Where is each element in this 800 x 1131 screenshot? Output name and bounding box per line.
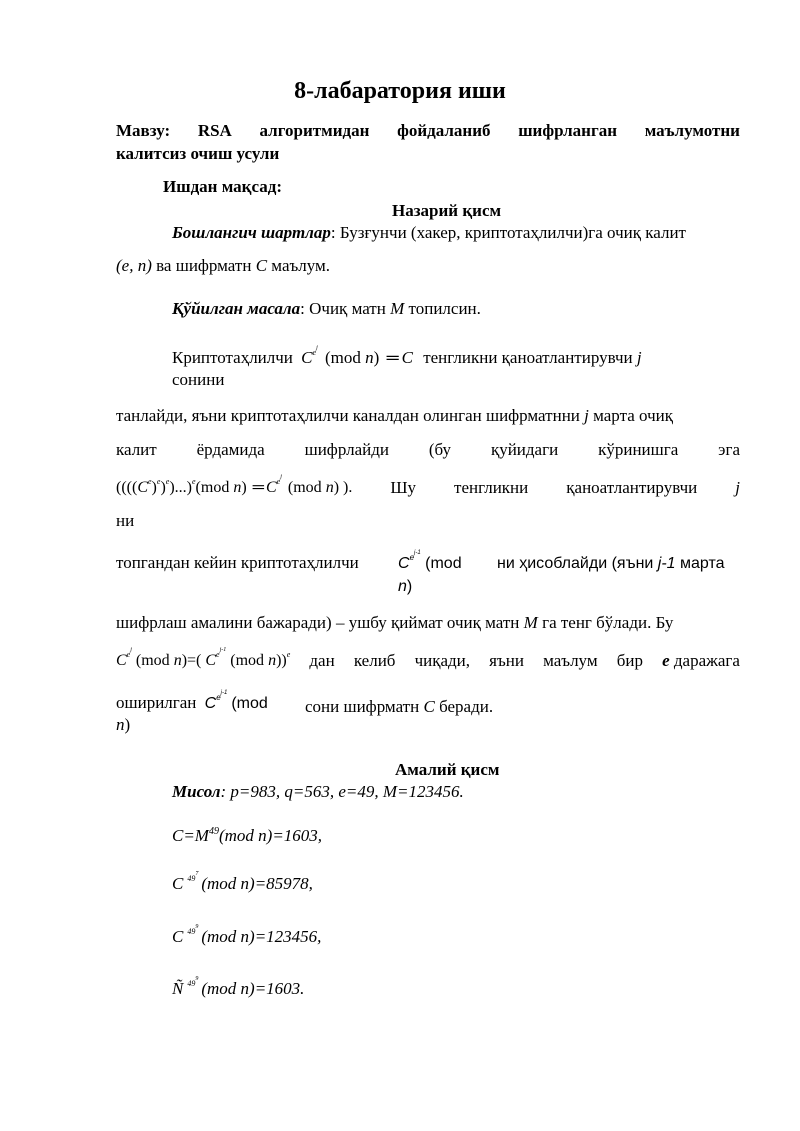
formula-c: C (137, 479, 148, 496)
para3-formula: $C^{ej}(mod$ n)=( $C^{ej-1}(mod$ n))$^e$ (116, 647, 291, 669)
formula-exp-e: e (126, 650, 131, 659)
initial-conditions-label: Бошлангич шартлар (172, 223, 331, 242)
formula-exp-e: e (409, 553, 415, 562)
text: маълум. (267, 256, 331, 275)
formula-exp: 49 (187, 927, 196, 936)
para3-line-3a: оширилган $C^{ej-1}(mod$ (116, 690, 268, 712)
goal-label: Ишдан мақсад: (163, 177, 282, 196)
formula-exp2: 9 (195, 924, 199, 930)
formula-c: C (398, 555, 410, 572)
formula-tail: ). (343, 479, 353, 496)
para2-text-2 (497, 553, 725, 575)
formula-mod: (mod (287, 479, 326, 496)
formula-open: (((( (116, 479, 138, 496)
formula-close: ) (241, 479, 247, 496)
para1-line-4: ни (116, 511, 135, 530)
formula-n: n (116, 715, 125, 734)
topic-line-2: калитсиз очиш усули (116, 144, 280, 163)
formula-text: (mod n)=1603. (201, 979, 305, 998)
example-values: : p=983, q=563, e=49, M=123456. (220, 782, 464, 801)
variable-j: j (584, 406, 589, 425)
formula-mid: )...) (169, 479, 192, 496)
formula-mod: (mod (231, 695, 268, 712)
word: шифрлайди (304, 440, 389, 459)
word: кўринишга (598, 440, 679, 459)
text: ва шифрматн (151, 256, 256, 275)
word: бир (616, 651, 643, 670)
formula-n: n (173, 652, 182, 669)
theory-heading: Назарий қисм (392, 201, 502, 220)
topic-word: маълумотни (644, 121, 740, 140)
analyst-line-2: сонини (172, 370, 225, 389)
word: тенгликни (454, 478, 529, 497)
exponent-e: e (662, 651, 670, 670)
formula-exp: 49 (187, 979, 196, 988)
topic-word: Мавзу: (116, 121, 171, 140)
problem-label: Қўйилган масала (172, 299, 301, 318)
word: калит (116, 440, 157, 459)
formula-n: n (268, 652, 277, 669)
text: Криптотаҳлилчи (172, 348, 293, 367)
ciphertext-symbol: C (423, 697, 435, 716)
word: қуйидаги (490, 440, 559, 459)
formula-mod: (mod (425, 555, 462, 572)
formula-exp-e: e (191, 477, 196, 486)
word: қаноатлантирувчи (566, 478, 698, 497)
formula-exp-j1: j-1 (414, 550, 421, 556)
formula-exp-j: j (130, 647, 132, 653)
word: келиб (353, 651, 396, 670)
formula-equals: ═ (252, 479, 264, 496)
analyst-line (172, 347, 642, 373)
formula-c2: C (401, 348, 413, 367)
word: даражага (673, 651, 740, 670)
word: чиқади, (414, 651, 471, 670)
text: ни ҳисоблайди (яъни (497, 555, 658, 572)
para1-line-2 (116, 439, 740, 461)
formula-c: C (116, 652, 127, 669)
text: беради. (434, 697, 494, 716)
text: марта (675, 555, 725, 572)
example-formula-3 (172, 926, 321, 952)
word: ёрдамида (196, 440, 265, 459)
formula-close: ) (406, 578, 413, 595)
formula-exp: 49 (208, 826, 219, 837)
plaintext-symbol: M (390, 299, 405, 318)
variable-j: j (735, 478, 740, 497)
example-formula-2 (172, 873, 313, 899)
formula-mod: (mod (195, 479, 234, 496)
j-minus-1: j-1 (657, 555, 676, 572)
formula-text: (mod n)=123456, (201, 927, 322, 946)
formula-exp-j: j (316, 345, 318, 351)
word: дан (309, 651, 335, 670)
text: танлайди, яъни криптотаҳлилчи каналдан олинган шифрматнни (116, 406, 585, 425)
word: (бу (428, 440, 452, 459)
example-formula-4 (172, 978, 304, 1004)
formula-c: C (172, 927, 184, 946)
variable-j: j (636, 348, 642, 367)
formula-n: n (233, 479, 242, 496)
para1-line-3 (116, 474, 740, 502)
text: оширилган (116, 693, 197, 712)
word: маълум (543, 651, 598, 670)
formula-close: ) (333, 479, 340, 496)
word: Шу (390, 478, 417, 497)
formula-n: n (365, 348, 374, 367)
colon: : (330, 223, 336, 242)
para2-text-1: топгандан кейин криптотаҳлилчи (116, 553, 359, 572)
formula-c: C (205, 652, 217, 669)
formula-close: ) (373, 348, 380, 367)
formula-c: C (172, 874, 184, 893)
para3-line-3n (116, 714, 130, 736)
para1-line-1 (116, 405, 740, 427)
para2-formula (398, 550, 462, 578)
formula-exp-e: e (276, 477, 281, 486)
text: сони шифрматн (305, 697, 424, 716)
formula-exp-e: e (147, 477, 152, 486)
topic-word: фойдаланиб (397, 121, 491, 140)
formula-mod: (mod (135, 652, 174, 669)
initial-conditions-line-1 (172, 222, 686, 244)
example-line (172, 781, 464, 803)
text: топилсин. (404, 299, 481, 318)
formula-exp-e: e (312, 348, 317, 357)
initial-conditions-line-2 (116, 255, 330, 277)
initial-conditions-text: Бузғунчи (хакер, криптотаҳлилчи)га очиқ калит (335, 223, 686, 242)
formula-text: (mod n)=85978, (201, 874, 313, 893)
word: яъни (489, 651, 524, 670)
formula-eqopen: )=( (181, 652, 206, 669)
formula-c: Ñ (172, 979, 184, 998)
page-title: 8-лабаратория иши (294, 78, 506, 104)
formula-exp-e: e (165, 477, 170, 486)
formula-equals: ═ (386, 348, 399, 367)
text: га тенг бўлади. Бу (537, 613, 674, 632)
para3-line-3b (305, 696, 493, 718)
formula-exp: 49 (187, 874, 196, 883)
text: шифрлаш амалини бажаради) – ушбу қиймат очиқ матн (116, 613, 524, 632)
formula-exp-e: e (156, 477, 161, 486)
formula-c: C (301, 348, 313, 367)
topic-word: шифрланган (518, 121, 617, 140)
ciphertext-symbol: C (255, 256, 268, 275)
formula-c: C (204, 695, 217, 712)
formula-exp-e: e (216, 693, 221, 702)
formula-close: )) (276, 652, 287, 669)
formula-n: n (325, 479, 334, 496)
para3-line-1 (116, 612, 740, 634)
example-label: Мисол (172, 782, 221, 801)
formula-mod: (mod (325, 348, 366, 367)
formula-c: C (266, 479, 277, 496)
formula-exp-e: e (286, 650, 291, 659)
topic-word: RSA (197, 121, 232, 140)
formula-n: n (398, 578, 407, 595)
topic-line-1 (116, 120, 740, 142)
text: : Очиқ матн (300, 299, 391, 318)
example-formula-1 (172, 825, 322, 850)
problem-line (172, 298, 481, 320)
plaintext-symbol: M (523, 613, 538, 632)
para2-formula-n (398, 576, 412, 598)
formula-exp-e: e (216, 650, 220, 659)
formula-close: ) (124, 715, 131, 734)
formula-text: (mod n)=1603, (218, 826, 323, 845)
formula-mod: (mod (230, 652, 269, 669)
text: тенгликни қаноатлантирувчи (423, 348, 633, 367)
formula-text: C=M (172, 826, 209, 845)
formula-exp2: 7 (195, 871, 199, 877)
word: эга (718, 440, 740, 459)
public-key: (e, n) (116, 256, 152, 275)
topic-word: алгоритмидан (259, 121, 370, 140)
practice-heading: Амалий қисм (395, 760, 500, 779)
text: марта очиқ (588, 406, 673, 425)
formula-exp2: 9 (195, 976, 199, 982)
formula-chain: $((((Ce)^e)^e)...)^e(mod$ n) ═ $C^{ej}(mod$ n) ). (116, 474, 353, 496)
para3-line-2 (116, 647, 740, 675)
